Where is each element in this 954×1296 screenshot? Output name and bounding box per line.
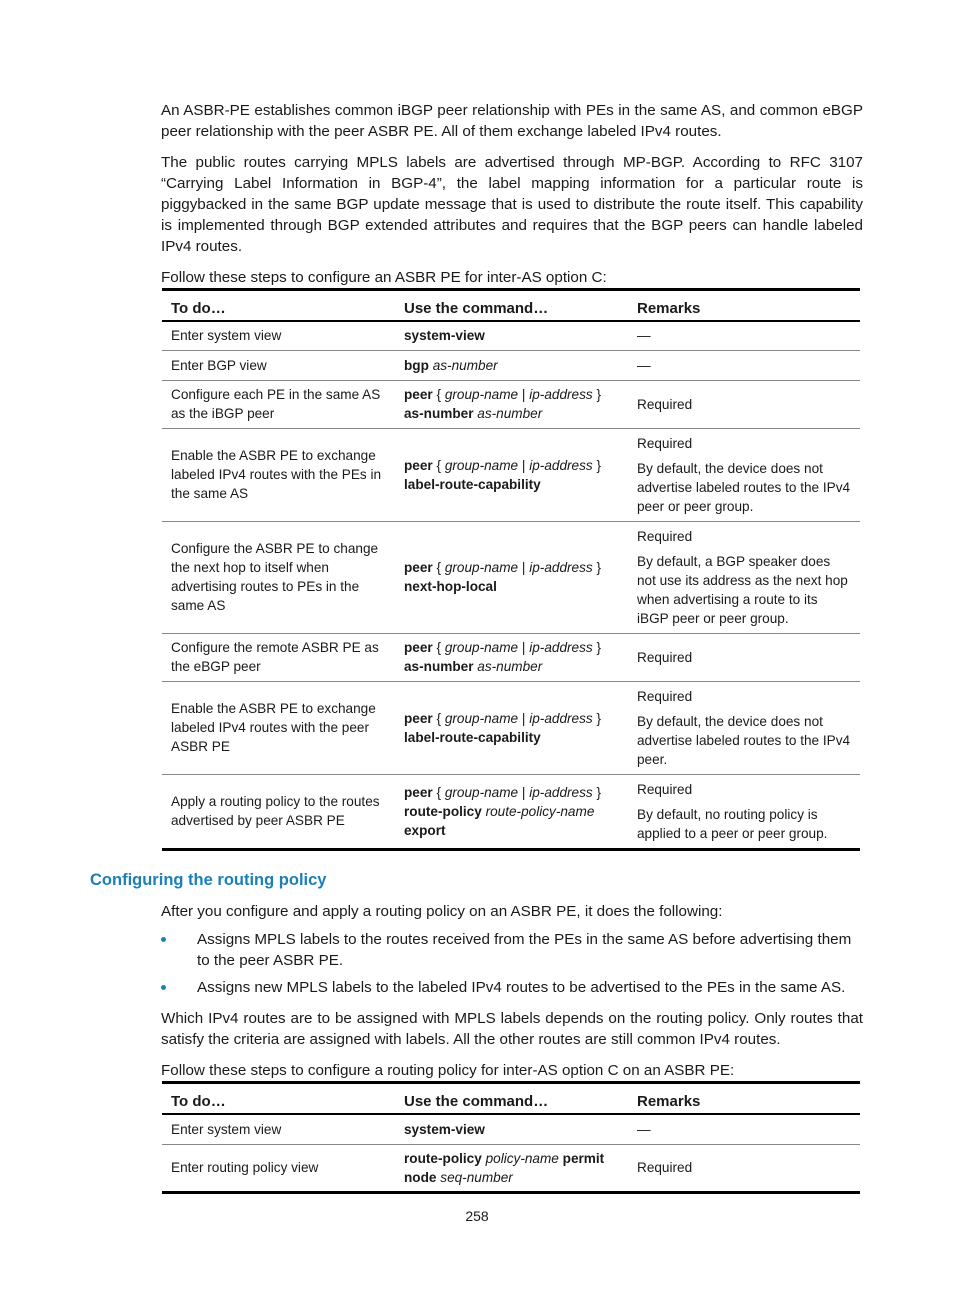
command-argument: as-number <box>432 357 498 373</box>
command-keyword: route-policy <box>404 803 482 819</box>
command-syntax: { <box>432 710 445 726</box>
command-syntax: { <box>432 387 445 402</box>
cell-todo: Enter system view <box>162 1114 395 1144</box>
cell-todo: Apply a routing policy to the routes advertised by peer ASBR PE <box>162 774 395 849</box>
command-syntax: | <box>518 560 530 575</box>
remark-text: By default, no routing policy is applied to a peer or peer group. <box>637 806 828 841</box>
command-argument: ip-address <box>529 710 593 726</box>
command-keyword: system-view <box>404 1121 485 1137</box>
command-argument: ip-address <box>529 640 593 655</box>
cell-todo: Configure the ASBR PE to change the next hop to itself when advertising routes to PEs in the same AS <box>162 521 395 633</box>
remark-text: Required <box>637 688 693 704</box>
remark-text: By default, the device does not advertise labeled routes to the IPv4 peer or peer group. <box>637 460 851 514</box>
header-remarks: Remarks <box>628 1083 860 1115</box>
cell-command <box>395 1114 628 1144</box>
asbr-config-table <box>162 288 860 851</box>
table-header-row <box>162 1083 860 1115</box>
intro-paragraph-2: The public routes carrying MPLS labels are advertised through MP-BGP. According to RFC 3107 “Carrying Label Information in BGP-4”, the label mapping information for a particular route is piggybacked in the same BGP update message that is used to distribute the route itself. This capability is implemented through BGP extended attributes and requires that the BGP peers can handle labeled IPv4 routes. <box>161 154 863 255</box>
command-keyword: system-view <box>404 328 485 344</box>
header-todo: To do… <box>162 1083 395 1115</box>
command-argument: group-name <box>444 560 519 575</box>
command-argument: ip-address <box>529 784 593 800</box>
cell-remarks <box>628 521 860 633</box>
cell-command <box>395 681 628 774</box>
command-syntax: } <box>592 710 605 726</box>
header-remarks: Remarks <box>628 290 860 322</box>
cell-command <box>395 633 628 681</box>
command-keyword: peer <box>404 640 433 655</box>
command-keyword: permit node <box>404 1150 608 1185</box>
command-syntax: } <box>592 640 605 655</box>
command-keyword: peer <box>404 457 433 473</box>
cell-todo: Enter BGP view <box>162 350 395 380</box>
cell-remarks <box>628 681 860 774</box>
command-syntax: | <box>518 710 530 726</box>
cell-todo: Enter routing policy view <box>162 1144 395 1192</box>
command-syntax: } <box>592 784 605 800</box>
remark-text: By default, the device does not advertise labeled routes to the IPv4 peer. <box>637 713 851 767</box>
command-keyword: as-number <box>404 406 474 421</box>
cell-command <box>395 321 628 350</box>
command-argument: route-policy-name <box>485 803 595 819</box>
command-keyword: peer <box>404 387 433 402</box>
header-todo: To do… <box>162 290 395 322</box>
command-syntax: { <box>432 560 445 575</box>
table-row <box>162 633 860 681</box>
command-keyword: peer <box>404 710 433 726</box>
table-row <box>162 1144 860 1192</box>
cell-todo: Enable the ASBR PE to exchange labeled IPv4 routes with the PEs in the same AS <box>162 428 395 521</box>
command-keyword: next-hop-local <box>404 579 497 594</box>
table-row <box>162 521 860 633</box>
bullet-text: Assigns new MPLS labels to the labeled IPv4 routes to be advertised to the PEs in the same AS. <box>197 979 846 996</box>
cell-remarks <box>628 774 860 849</box>
remark-text: — <box>637 328 651 344</box>
command-syntax: | <box>518 457 530 473</box>
header-command: Use the command… <box>395 290 628 322</box>
command-syntax <box>594 804 598 819</box>
remark-text: — <box>637 357 651 373</box>
section-heading: Configuring the routing policy <box>90 871 327 889</box>
command-syntax: | <box>518 640 530 655</box>
bullet-dot-icon <box>161 937 166 942</box>
remark-text: Required <box>637 435 693 451</box>
command-argument: group-name <box>444 457 519 473</box>
cell-remarks <box>628 350 860 380</box>
remark-text: By default, a BGP speaker does not use its address as the next hop when advertising a route to its iBGP peer or peer group. <box>637 553 848 626</box>
cell-remarks <box>628 380 860 428</box>
command-syntax: } <box>592 387 605 402</box>
command-keyword: export <box>404 822 446 838</box>
command-keyword: peer <box>404 784 433 800</box>
command-keyword: peer <box>404 560 433 575</box>
cell-command <box>395 1144 628 1192</box>
command-argument: as-number <box>477 659 543 674</box>
cell-command <box>395 428 628 521</box>
table-row <box>162 1114 860 1144</box>
command-syntax: | <box>518 784 530 800</box>
remark-text: Required <box>637 528 693 544</box>
command-keyword: label-route-capability <box>404 476 541 492</box>
remark-text: Required <box>637 1160 693 1175</box>
cell-remarks <box>628 321 860 350</box>
intro-paragraph-1: An ASBR-PE establishes common iBGP peer relationship with PEs in the same AS, and common eBGP peer relationship with the peer ASBR PE. All of them exchange labeled IPv4 routes. <box>161 102 863 140</box>
cell-todo: Configure the remote ASBR PE as the eBGP peer <box>162 633 395 681</box>
header-command: Use the command… <box>395 1083 628 1115</box>
cell-command <box>395 350 628 380</box>
command-argument: ip-address <box>529 560 593 575</box>
routing-policy-table <box>162 1081 860 1194</box>
command-syntax: { <box>432 640 445 655</box>
command-syntax: } <box>592 457 605 473</box>
command-syntax: | <box>518 387 530 402</box>
cell-remarks <box>628 1144 860 1192</box>
command-argument: policy-name <box>485 1150 559 1166</box>
remark-text: Required <box>637 649 693 665</box>
command-syntax: { <box>432 784 445 800</box>
command-argument: group-name <box>444 640 519 655</box>
table-row <box>162 681 860 774</box>
table-row <box>162 380 860 428</box>
section-paragraph-2: Which IPv4 routes are to be assigned with MPLS labels depends on the routing policy. Only routes that satisfy the criteria are assigned with labels. All the other routes are still common IPv4 routes. <box>161 1010 863 1048</box>
bullet-dot-icon <box>161 985 166 990</box>
bullet-item <box>161 977 863 998</box>
cell-remarks <box>628 1114 860 1144</box>
bullet-item <box>161 929 863 971</box>
bullet-text: Assigns MPLS labels to the routes received from the PEs in the same AS before advertising them to the peer ASBR PE. <box>197 931 852 969</box>
command-argument: as-number <box>477 406 543 421</box>
command-argument: ip-address <box>529 457 593 473</box>
command-keyword: as-number <box>404 659 474 674</box>
section-paragraph-3: Follow these steps to configure a routing policy for inter-AS option C on an ASBR PE: <box>161 1062 735 1079</box>
table-row <box>162 321 860 350</box>
command-argument: seq-number <box>440 1169 513 1185</box>
table-header-row <box>162 290 860 322</box>
cell-command <box>395 380 628 428</box>
cell-todo: Enter system view <box>162 321 395 350</box>
remark-text: Required <box>637 781 693 797</box>
cell-remarks <box>628 633 860 681</box>
intro-paragraph-3: Follow these steps to configure an ASBR PE for inter-AS option C: <box>161 269 607 286</box>
page-number: 258 <box>465 1208 489 1224</box>
command-keyword: label-route-capability <box>404 729 541 745</box>
table-row <box>162 350 860 380</box>
table-row <box>162 428 860 521</box>
cell-command <box>395 521 628 633</box>
command-syntax: { <box>432 457 445 473</box>
section-paragraph-1: After you configure and apply a routing policy on an ASBR PE, it does the following: <box>161 903 723 920</box>
command-syntax: } <box>592 560 605 575</box>
command-argument: group-name <box>444 710 519 726</box>
cell-remarks <box>628 428 860 521</box>
remark-text: Required <box>637 396 693 412</box>
command-keyword: route-policy <box>404 1150 482 1166</box>
command-keyword: bgp <box>404 357 429 373</box>
cell-todo: Enable the ASBR PE to exchange labeled IPv4 routes with the peer ASBR PE <box>162 681 395 774</box>
cell-command <box>395 774 628 849</box>
remark-text: — <box>637 1121 651 1137</box>
cell-todo: Configure each PE in the same AS as the iBGP peer <box>162 380 395 428</box>
table-row <box>162 774 860 849</box>
command-argument: group-name <box>444 784 519 800</box>
command-argument: group-name <box>444 387 519 402</box>
command-argument: ip-address <box>529 387 593 402</box>
